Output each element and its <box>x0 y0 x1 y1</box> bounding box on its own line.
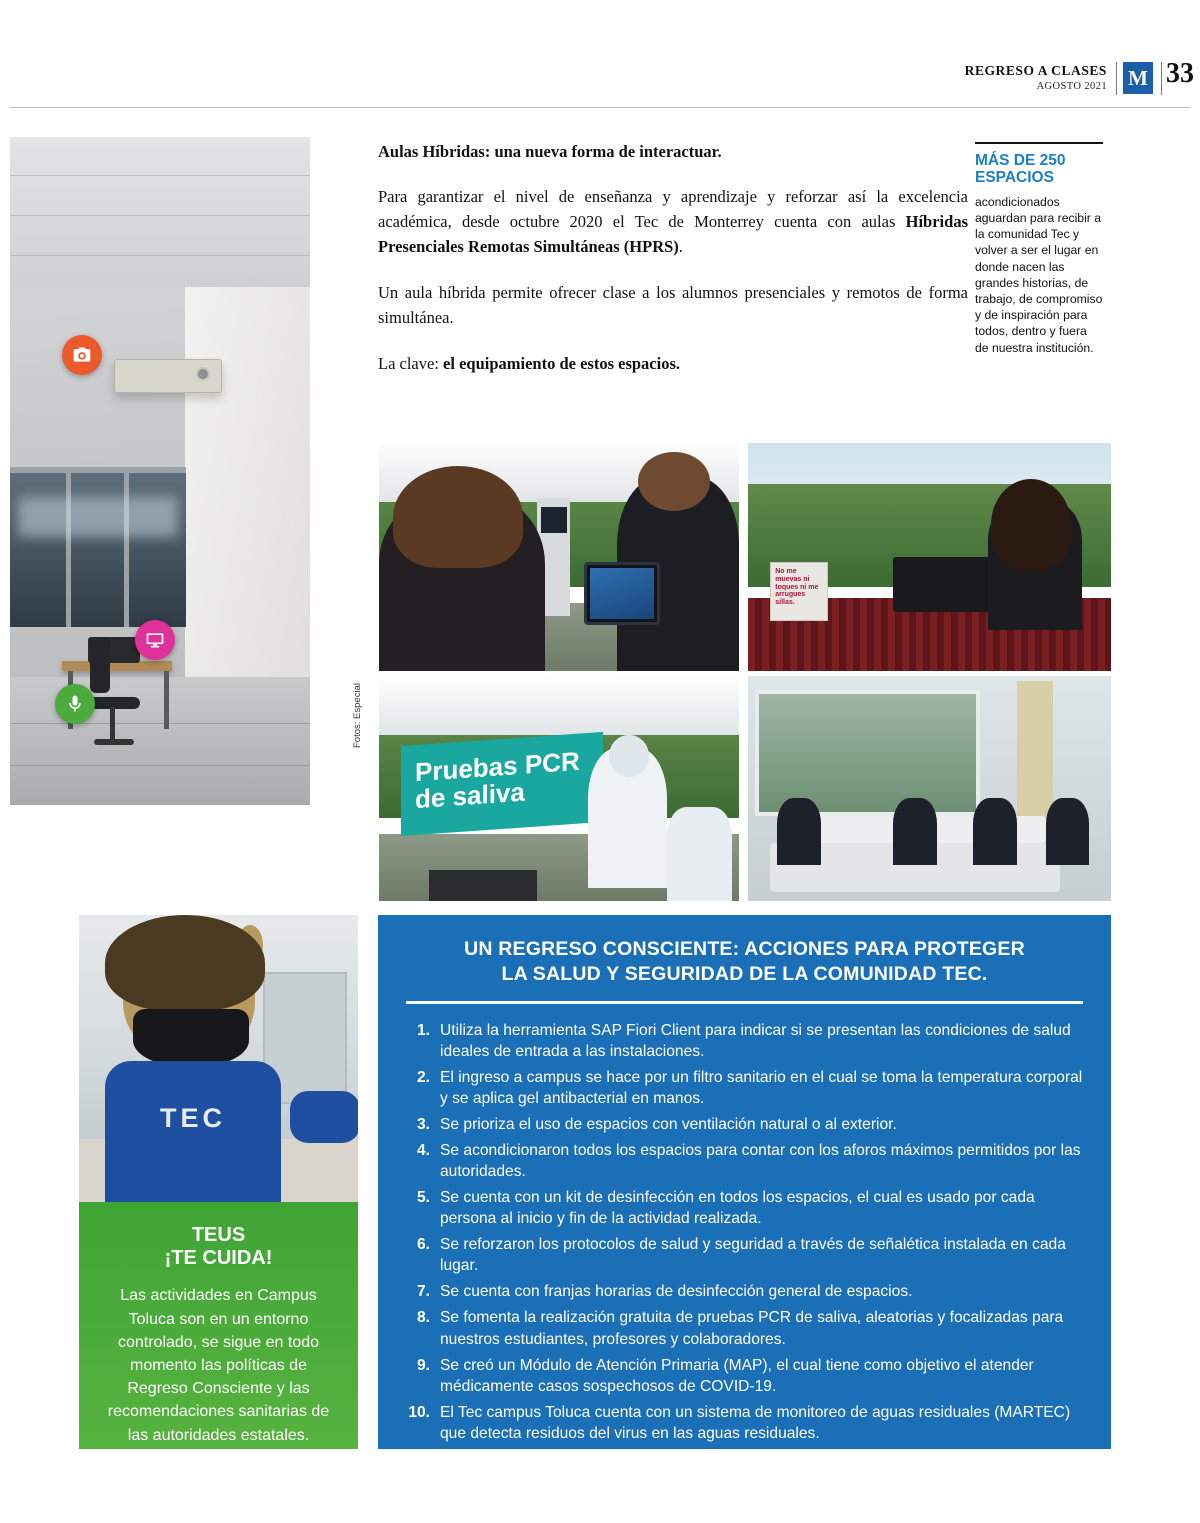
page-number: 33 <box>1166 58 1194 89</box>
article-paragraph-1 <box>378 184 968 259</box>
column <box>1017 681 1053 821</box>
action-item-number: 9. <box>416 1356 430 1374</box>
ceiling-line <box>10 215 310 216</box>
action-item-number: 4. <box>416 1142 430 1160</box>
teus-title-line2: ¡TE CUIDA! <box>164 1247 273 1270</box>
header-titles <box>965 63 1107 92</box>
ceiling-line <box>10 255 310 256</box>
action-item-text: Se reforzaron los protocolos de salud y seguridad a través de señalética instalada en cada lugar. <box>440 1236 1066 1275</box>
teus-text-block <box>79 1202 358 1449</box>
page-header <box>0 0 1200 110</box>
teus-panel <box>79 915 358 1449</box>
article-p3-a: La clave: <box>378 354 444 374</box>
action-item-number: 2. <box>416 1069 430 1086</box>
action-item-number: 5. <box>416 1189 430 1207</box>
article-p3-bold: el equipamiento de estos espacios. <box>443 354 681 374</box>
header-rule <box>10 107 1190 108</box>
magazine-logo: M <box>1123 62 1153 94</box>
photo-hybrid-classroom <box>748 676 1111 901</box>
photo-entry-filter <box>379 443 739 671</box>
window <box>10 467 186 627</box>
window-glow <box>18 497 178 537</box>
action-item-text: Se creó un Módulo de Atención Primaria (MAP), el cual tiene como objetivo el atender médicamente casos sospechosos de COVID-19. <box>440 1356 1034 1395</box>
header-divider-right <box>1161 62 1162 95</box>
action-item-number: 7. <box>416 1283 430 1301</box>
classroom-windows <box>755 690 980 816</box>
student-hair <box>991 479 1071 570</box>
article-p1-bold: Híbridas Presenciales Remotas Simultáneas (HPRS) <box>378 212 968 257</box>
tablet-device <box>584 562 660 626</box>
article-lead: Aulas Híbridas: una nueva forma de interactuar. <box>378 142 722 161</box>
photo-credit: Fotos: Especial <box>352 683 363 748</box>
laptop <box>893 557 995 612</box>
action-item <box>404 1020 1085 1062</box>
sidebar-note-rule <box>975 142 1103 144</box>
photo-pcr-testing <box>379 676 739 901</box>
article-paragraph-2: Un aula híbrida permite ofrecer clase a los alumnos presenciales y remotos de forma simultánea. <box>378 283 968 328</box>
pcr-banner-line1: Pruebas PCR <box>415 745 580 787</box>
teus-body-text: Las actividades en Campus Toluca son en un entorno controlado, se sigue en todo momento las políticas de Regreso Consciente y las recomendaciones sanitarias de las autoridades estatales. <box>107 1287 330 1444</box>
mascot-face-mask <box>133 1009 249 1067</box>
article-p1-a: Para garantizar el nivel de enseñanza y aprendizaje y reforzar así la excelencia académica, desde octubre 2020 el Tec de Monterrey cuenta con aulas <box>378 187 968 232</box>
action-item-text: Utiliza la herramienta SAP Fiori Client para indicar si se presentan las condiciones de salud ideales de entrada a las instalaciones. <box>440 1021 1071 1060</box>
header-date: AGOSTO 2021 <box>1036 81 1107 92</box>
actions-panel-title <box>378 915 1111 1004</box>
sidebar-note-title: MÁS DE 250 ESPACIOS <box>975 152 1066 187</box>
distancing-sign <box>770 562 828 621</box>
action-item-number: 6. <box>416 1236 430 1254</box>
header-divider-left <box>1116 62 1117 95</box>
actions-title-line1: UN REGRESO CONSCIENTE: ACCIONES PARA PROTEGER <box>464 938 1025 960</box>
person-figure <box>777 798 821 866</box>
action-item <box>404 1187 1085 1229</box>
action-item <box>404 1067 1085 1109</box>
sidebar-note-body: acondicionados aguardan para recibir a la comunidad Tec y volver a ser el lugar en donde nacen las grandes historias, de trabajo, de compromiso y de inspiración para todos, dentro y fuera de nuestra institución. <box>975 194 1103 355</box>
mascot-photo <box>79 915 358 1202</box>
floor <box>10 677 310 805</box>
action-item <box>404 1402 1085 1444</box>
action-item <box>404 1140 1085 1182</box>
photo-student-laptop <box>748 443 1111 671</box>
actions-list <box>378 1004 1111 1444</box>
mascot-shirt-text: TEC <box>160 1103 226 1133</box>
person-figure <box>973 798 1017 866</box>
action-item-number: 1. <box>416 1021 430 1039</box>
action-item-number: 10. <box>408 1403 430 1421</box>
action-item-number: 3. <box>416 1116 430 1134</box>
ceiling-line <box>10 175 310 176</box>
article-p1-c: . <box>678 237 683 257</box>
action-item-number: 8. <box>416 1309 430 1327</box>
action-item-text: Se cuenta con franjas horarias de desinfección general de espacios. <box>440 1283 913 1301</box>
health-worker-second <box>667 807 732 902</box>
mascot-body <box>105 1061 281 1202</box>
person-figure <box>893 798 937 866</box>
action-item-text: Se cuenta con un kit de desinfección en todos los espacios, el cual es usado por cada persona al inicio y fin de la actividad realizada. <box>440 1189 1035 1228</box>
ceiling <box>10 137 310 287</box>
window-mullion <box>66 467 71 627</box>
action-item <box>404 1307 1085 1349</box>
tent-canopy <box>379 676 739 735</box>
action-item-text: Se acondicionaron todos los espacios para contar con los aforos máximos permitidos por las autoridades. <box>440 1142 1081 1181</box>
teus-title <box>103 1224 334 1270</box>
header-kicker: REGRESO A CLASES <box>964 63 1107 78</box>
actions-title-rule <box>406 1001 1083 1004</box>
desk-leg <box>164 671 169 729</box>
student-hair <box>393 466 523 569</box>
camera-icon <box>62 335 102 375</box>
health-worker-face-shield <box>609 735 649 778</box>
screen-icon <box>135 620 175 660</box>
action-item <box>404 1114 1085 1135</box>
actions-title-line2: LA SALUD Y SEGURIDAD DE LA COMUNIDAD TEC. <box>501 962 988 985</box>
window-mullion <box>124 467 129 627</box>
mascot-arm <box>290 1091 358 1143</box>
action-item <box>404 1234 1085 1276</box>
mascot-mane <box>105 915 265 1011</box>
action-item-text: Se prioriza el uso de espacios con ventilación natural o al exterior. <box>440 1116 897 1134</box>
action-item <box>404 1281 1085 1302</box>
article-body <box>378 142 968 376</box>
sidebar-note <box>975 142 1103 356</box>
action-item-text: Se fomenta la realización gratuita de pruebas PCR de saliva, aleatorias y focalizadas para nuestros estudiantes, profesores y colaboradores. <box>440 1309 1064 1348</box>
person-figure <box>1046 798 1090 866</box>
testing-table <box>429 870 537 902</box>
actions-panel <box>378 915 1111 1449</box>
floor-line <box>10 723 310 724</box>
pcr-banner-line2: de saliva <box>415 776 525 815</box>
hero-classroom-photo <box>10 137 310 805</box>
chair-back <box>90 637 110 693</box>
action-item-text: El ingreso a campus se hace por un filtro sanitario en el cual se toma la temperatura corporal y se aplica gel antibacterial en manos. <box>440 1069 1083 1108</box>
distancing-sign-text: No me muevas ni toques ni me arrugues sillas. <box>775 568 819 607</box>
microphone-icon <box>55 684 95 724</box>
action-item <box>404 1355 1085 1397</box>
chair-base <box>94 739 134 745</box>
chair-post <box>110 707 115 741</box>
article-paragraph-3 <box>378 351 968 376</box>
projector-lens <box>196 367 210 381</box>
floor-line <box>10 765 310 766</box>
action-item-text: El Tec campus Toluca cuenta con un sistema de monitoreo de aguas residuales (MARTEC) que detecta residuos del virus en las aguas residuales. <box>440 1403 1071 1442</box>
teus-title-line1: TEUS <box>191 1224 246 1246</box>
